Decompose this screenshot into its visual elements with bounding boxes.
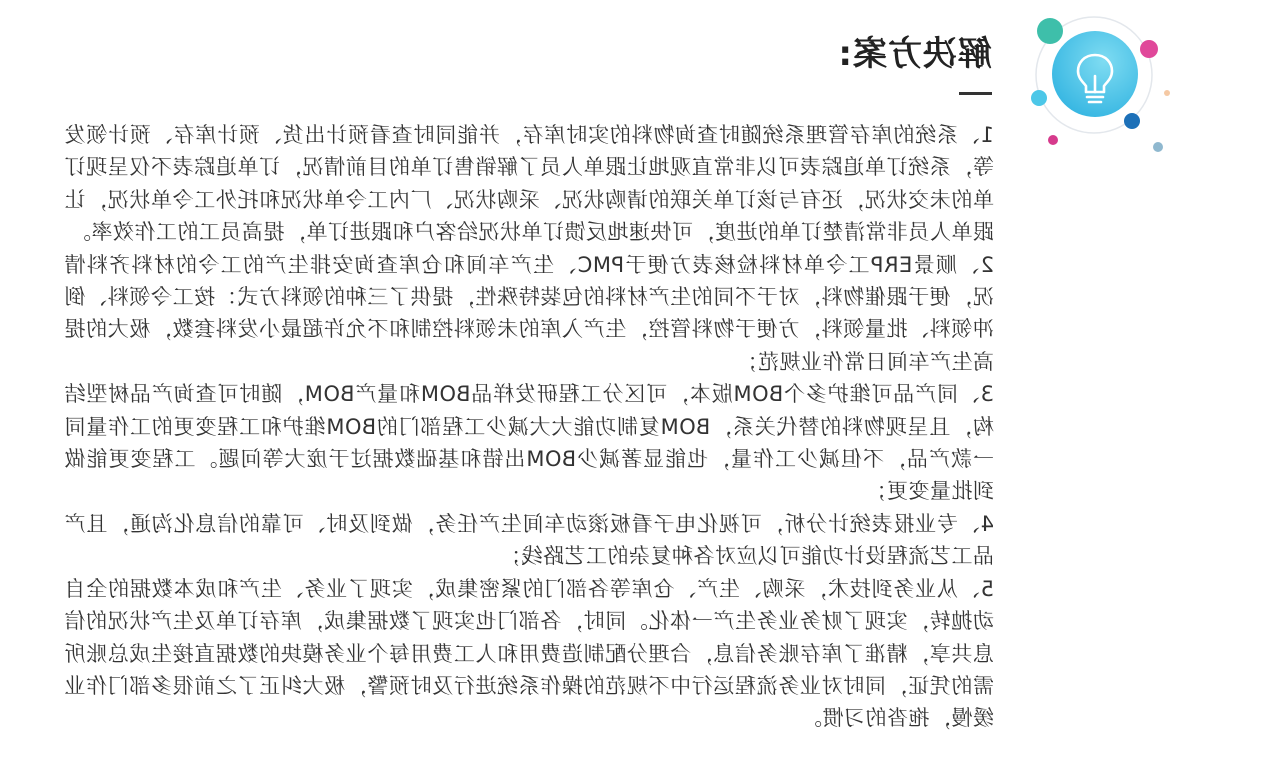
pink-dot [1140,40,1158,58]
blue-dot [1124,113,1140,129]
outer-ring-circle [1036,17,1152,133]
grey-blue-dot [1153,142,1163,152]
teal-dot [1037,18,1063,44]
paragraph-1: 1、系统的库存管理系统随时查询物料的实时库存，并能同时查看预计出货、预计库存、预计领发等，系统订单追踪表可以非常直观地让跟单人员了解销售订单的目前情况，订单追踪表不仅呈现订单的未交状况，还有与该订单关联的请购状况、采购状况、厂内工令单状况和托外工令单状况，让跟单人员非常清楚订单的进度，可快速地反馈订单状况给客户和跟进订单，提高员工的工作效率。 [64,123,994,245]
paragraph-5: 5、从业务到技术，采购、生产、仓库等各部门的紧密集成，实现了业务、生产和成本数据的全自动抛转，实现了财务业务生产一体化。同时，各部门也实现了数据集成，库存订单及生产状况的信息共享，精准了库存账务信息，合理分配制造费用和人工费用每个业务模块的数据直接生成总账所需的凭证，同时对业务流程运行中不规范的操作系统进行及时预警，极大纠正了之前很多部门作业缓慢，拖沓的习惯。 [64,576,994,731]
title-underline [959,92,992,95]
solution-text-block [64,119,994,735]
lightbulb-icon [1078,55,1112,102]
paragraph-3: 3、同产品可维护多个BOM版本，可区分工程研发样品BOM和量产BOM，随时可查询产品树型结构，且呈现物料的替代关系，BOM复制功能大大减少工程部门的BOM维护和工程变更的工作量同一款产品，不但减少工作量，也能显著减少BOM出错和基础数据过于庞大等问题。工程变更能做到批量变更； [64,382,994,504]
page-title: 解决方案: [837,34,992,74]
magenta-dot [1048,135,1058,145]
sky-dot [1031,90,1047,106]
peach-dot [1164,90,1170,96]
paragraph-2: 2、顺景ERP工令单材料检核表方便于PMC、生产车间和仓库查询安排生产的工令的材料齐料情况，便于跟催物料，对于不同的生产材料的包装特殊性，提供了三种的领料方式：按工令领料、倒冲领料、批量领料，方便于物料管控，生产入库的未领料控制和不允许超最小发料套数，极大的提高生产车间日常作业规范； [64,252,994,374]
paragraph-4: 4、专业报表统计分析，可视化电子看板滚动车间生产任务，做到及时、可靠的信息化沟通，且产品工艺流程设计功能可以应对各种复杂的工艺路线； [64,511,994,569]
bulb-background-circle [1052,31,1138,117]
